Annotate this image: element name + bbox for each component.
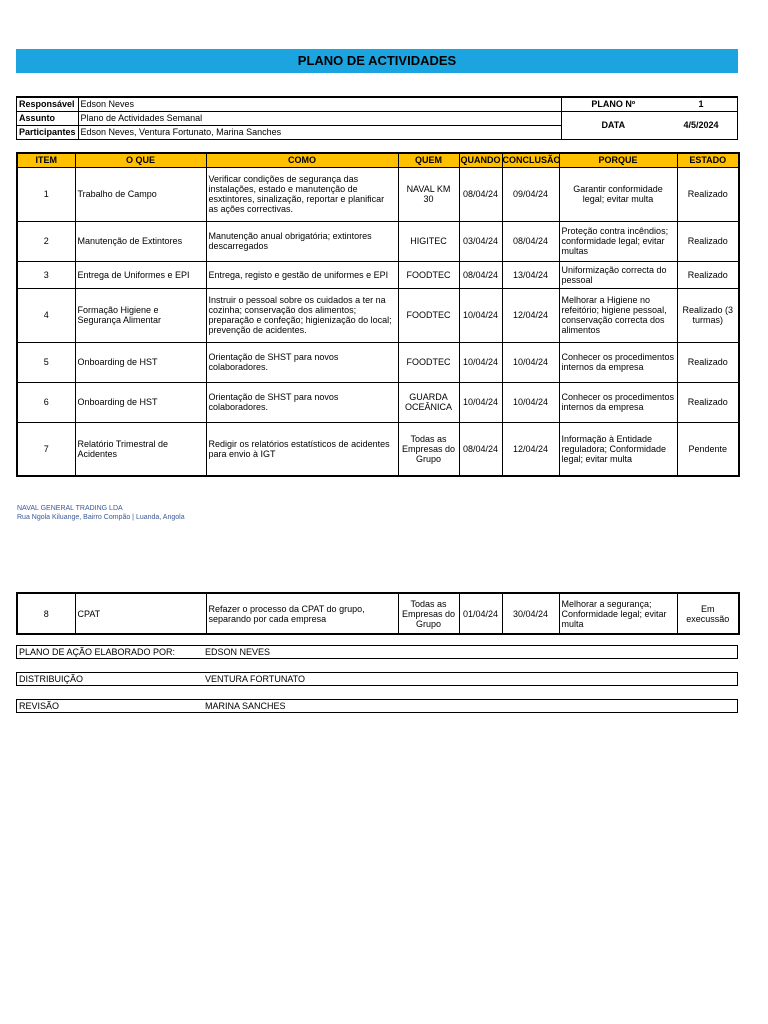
cell-oque: Trabalho de Campo: [75, 167, 206, 221]
cell-como: Redigir os relatórios estatísticos de acidentes para envio à IGT: [206, 422, 398, 476]
cell-porque: Proteção contra incêndios; conformidade legal; evitar multas: [559, 221, 677, 261]
signature-row-revisao: [16, 699, 738, 713]
cell-quando: 08/04/24: [459, 167, 502, 221]
cell-como: Orientação de SHST para novos colaboradores.: [206, 342, 398, 382]
cell-oque: Formação Higiene e Segurança Alimentar: [75, 288, 206, 342]
column-header-porque: PORQUE: [559, 153, 677, 167]
cell-porque: Garantir conformidade legal; evitar multa: [559, 167, 677, 221]
cell-quando: 10/04/24: [459, 382, 502, 422]
cell-estado: Realizado: [677, 342, 739, 382]
cell-estado: Realizado: [677, 167, 739, 221]
column-header-quem: QUEM: [398, 153, 459, 167]
cell-como: Orientação de SHST para novos colaboradores.: [206, 382, 398, 422]
cell-item: 2: [17, 221, 75, 261]
cell-oque: Manutenção de Extintores: [75, 221, 206, 261]
signature-value: MARINA SANCHES: [205, 701, 286, 711]
cell-quem: GUARDA OCEÂNICA: [398, 382, 459, 422]
plano-value: 1: [665, 97, 737, 111]
cell-quem: HIGITEC: [398, 221, 459, 261]
cell-item: 7: [17, 422, 75, 476]
cell-estado: Realizado: [677, 261, 739, 288]
cell-estado: Em execussão: [677, 593, 739, 634]
cell-estado: Pendente: [677, 422, 739, 476]
cell-quando: 01/04/24: [459, 593, 502, 634]
column-header-estado: ESTADO: [677, 153, 739, 167]
cell-item: 4: [17, 288, 75, 342]
cell-quem: Todas as Empresas do Grupo: [398, 593, 459, 634]
cell-quem: FOODTEC: [398, 288, 459, 342]
cell-quando: 10/04/24: [459, 288, 502, 342]
table-row: [17, 342, 739, 382]
cell-porque: Conhecer os procedimentos internos da empresa: [559, 342, 677, 382]
cell-porque: Melhorar a Higiene no refeitório; higiene pessoal, conservação correcta dos alimentos: [559, 288, 677, 342]
column-header-conclusao: CONCLUSÃO: [502, 153, 559, 167]
signature-label: REVISÃO: [19, 701, 60, 711]
cell-item: 3: [17, 261, 75, 288]
cell-oque: Relatório Trimestral de Acidentes: [75, 422, 206, 476]
cell-conclusao: 10/04/24: [502, 342, 559, 382]
cell-oque: Entrega de Uniformes e EPI: [75, 261, 206, 288]
table-header-row: [17, 153, 739, 167]
cell-como: Verificar condições de segurança das instalações, estado e manutenção de esxtintores, sinalização, reportar e planificar as ações correctivas.: [206, 167, 398, 221]
company-address: Rua Ngola Kiluange, Bairro Compão | Luanda, Angola: [17, 514, 185, 521]
participantes-value: Edson Neves, Ventura Fortunato, Marina Sanches: [78, 125, 561, 139]
header-row-assunto: [17, 111, 738, 125]
signature-label: PLANO DE AÇÃO ELABORADO POR:: [19, 647, 176, 657]
responsavel-value: Edson Neves: [78, 97, 561, 111]
cell-quando: 08/04/24: [459, 261, 502, 288]
cell-quando: 08/04/24: [459, 422, 502, 476]
cell-como: Manutenção anual obrigatória; extintores descarregados: [206, 221, 398, 261]
cell-estado: Realizado: [677, 221, 739, 261]
cell-quem: FOODTEC: [398, 342, 459, 382]
signature-row-distribuicao: [16, 672, 738, 686]
column-header-quando: QUANDO: [459, 153, 502, 167]
table-row: [17, 593, 739, 634]
cell-quando: 10/04/24: [459, 342, 502, 382]
responsavel-label: Responsável: [17, 97, 79, 111]
cell-oque: Onboarding de HST: [75, 382, 206, 422]
company-info: [17, 504, 185, 522]
assunto-label: Assunto: [17, 111, 79, 125]
cell-como: Entrega, registo e gestão de uniformes e EPI: [206, 261, 398, 288]
column-header-como: COMO: [206, 153, 398, 167]
data-label: DATA: [561, 111, 665, 139]
cell-conclusao: 08/04/24: [502, 221, 559, 261]
cell-conclusao: 30/04/24: [502, 593, 559, 634]
cell-oque: CPAT: [75, 593, 206, 634]
cell-item: 8: [17, 593, 75, 634]
company-name: NAVAL GENERAL TRADING LDA: [17, 505, 123, 512]
cell-quem: NAVAL KM 30: [398, 167, 459, 221]
assunto-value: Plano de Actividades Semanal: [78, 111, 561, 125]
table-row: [17, 382, 739, 422]
activities-table: [16, 152, 740, 477]
cell-como: Refazer o processo da CPAT do grupo, separando por cada empresa: [206, 593, 398, 634]
cell-estado: Realizado: [677, 382, 739, 422]
cell-conclusao: 13/04/24: [502, 261, 559, 288]
extra-activity-table: [16, 592, 740, 635]
cell-quando: 03/04/24: [459, 221, 502, 261]
table-row: [17, 167, 739, 221]
table-row: [17, 288, 739, 342]
cell-porque: Informação à Entidade reguladora; Conformidade legal; evitar multa: [559, 422, 677, 476]
cell-conclusao: 10/04/24: [502, 382, 559, 422]
page-title: PLANO DE ACTIVIDADES: [16, 49, 738, 73]
cell-porque: Conhecer os procedimentos internos da empresa: [559, 382, 677, 422]
signature-value: EDSON NEVES: [205, 647, 271, 657]
cell-oque: Onboarding de HST: [75, 342, 206, 382]
header-row-responsavel: [17, 97, 738, 111]
cell-estado: Realizado (3 turmas): [677, 288, 739, 342]
data-value: 4/5/2024: [665, 111, 737, 139]
participantes-label: Participantes: [17, 125, 79, 139]
column-header-item: ITEM: [17, 153, 75, 167]
cell-quem: Todas as Empresas do Grupo: [398, 422, 459, 476]
table-row: [17, 221, 739, 261]
cell-conclusao: 09/04/24: [502, 167, 559, 221]
header-table: [16, 96, 738, 140]
table-row: [17, 261, 739, 288]
cell-porque: Uniformização correcta do pessoal: [559, 261, 677, 288]
signature-value: VENTURA FORTUNATO: [205, 674, 306, 684]
cell-como: Instruir o pessoal sobre os cuidados a ter na cozinha; conservação dos alimentos; preparação e confeção; higienização do local; prevenção de acidentes.: [206, 288, 398, 342]
column-header-oque: O QUE: [75, 153, 206, 167]
table-row: [17, 422, 739, 476]
cell-conclusao: 12/04/24: [502, 422, 559, 476]
cell-item: 6: [17, 382, 75, 422]
cell-item: 1: [17, 167, 75, 221]
cell-conclusao: 12/04/24: [502, 288, 559, 342]
cell-quem: FOODTEC: [398, 261, 459, 288]
signature-label: DISTRIBUIÇÃO: [19, 674, 84, 684]
plano-label: PLANO Nº: [561, 97, 665, 111]
cell-porque: Melhorar a segurança; Conformidade legal; evitar multa: [559, 593, 677, 634]
cell-item: 5: [17, 342, 75, 382]
signature-row-elaborado: [16, 645, 738, 659]
